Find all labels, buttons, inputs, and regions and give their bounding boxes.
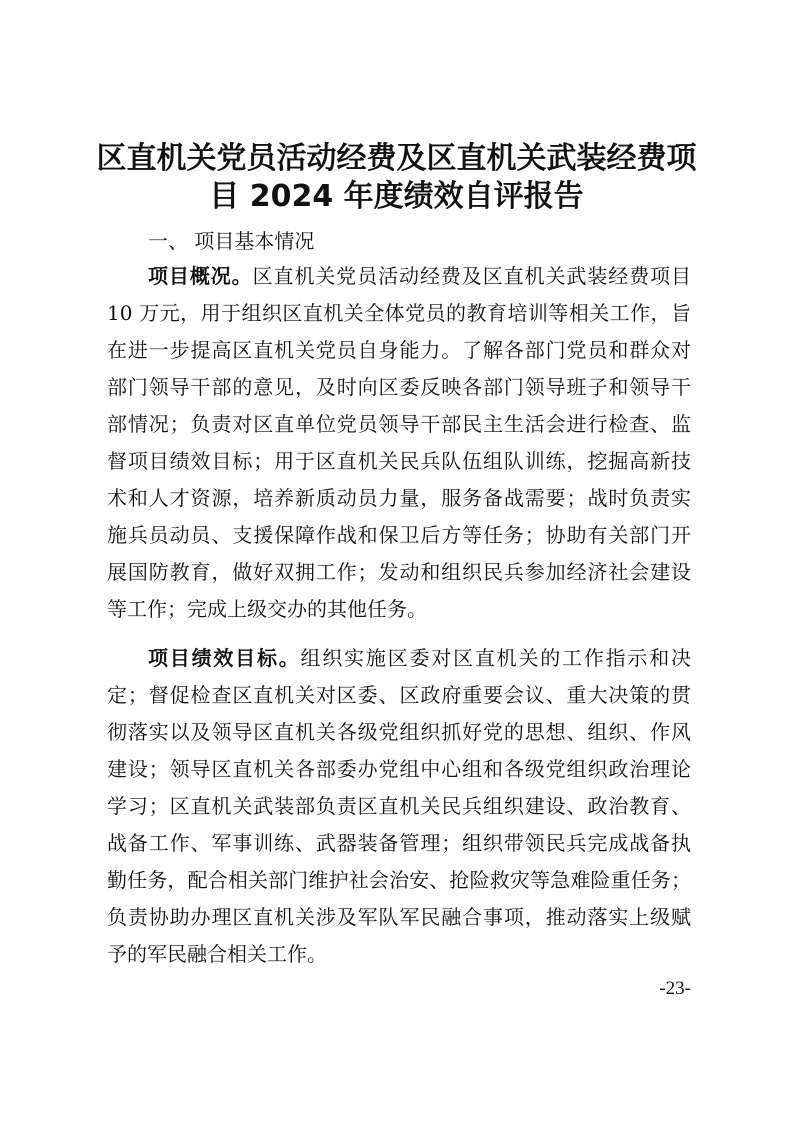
paragraph-line: 等工作；完成上级交办的其他任务。 <box>107 597 427 621</box>
paragraph-lead: 项目概况。 <box>148 264 253 288</box>
paragraph-line: 督项目绩效目标；用于区直机关民兵队伍组队训练，挖掘高新技 <box>107 449 691 473</box>
paragraph-lead: 项目绩效目标。 <box>148 646 301 670</box>
paragraph-line: 术和人才资源，培养新质动员力量，服务备战需要；战时负责实 <box>107 486 691 510</box>
paragraph-line: 在进一步提高区直机关党员自身能力。了解各部门党员和群众对 <box>107 338 691 362</box>
paragraph-line: 部门领导干部的意见，及时向区委反映各部门领导班子和领导干 <box>107 375 691 399</box>
paragraph-line: 彻落实以及领导区直机关各级党组织抓好党的思想、组织、作风 <box>107 720 691 744</box>
paragraph-line <box>107 640 691 677</box>
paragraph-line: 展国防教育，做好双拥工作；发动和组织民兵参加经济社会建设 <box>107 560 691 584</box>
page-number: -23- <box>659 978 691 999</box>
line-text: 区直机关党员活动经费及区直机关武装经费项目 <box>252 264 692 288</box>
paragraph-line: 10 万元，用于组织区直机关全体党员的教育培训等相关工作，旨 <box>107 301 691 325</box>
document-title <box>80 140 713 216</box>
paragraph-line: 战备工作、军事训练、武器装备管理；组织带领民兵完成战备执 <box>107 831 691 855</box>
paragraph-line: 学习；区直机关武装部负责区直机关民兵组织建设、政治教育、 <box>107 794 691 818</box>
paragraph-line: 勤任务，配合相关部门维护社会治安、抢险救灾等急难险重任务； <box>107 868 691 892</box>
paragraph-line: 予的军民融合相关工作。 <box>107 942 327 966</box>
paragraph-line: 建设；领导区直机关各部委办党组中心组和各级党组织政治理论 <box>107 757 691 781</box>
paragraph-project-overview <box>107 258 691 628</box>
paragraph-performance-goals <box>107 640 691 973</box>
line-text: 组织实施区委对区直机关的工作指示和决 <box>300 646 692 670</box>
paragraph-line: 定；督促检查区直机关对区委、区政府重要会议、重大决策的贯 <box>107 683 691 707</box>
title-line: 区直机关党员活动经费及区直机关武装经费项 <box>96 141 697 176</box>
paragraph-line <box>107 258 691 295</box>
paragraph-line: 负责协助办理区直机关涉及军队军民融合事项，推动落实上级赋 <box>107 905 691 929</box>
title-line: 目 2024 年度绩效自评报告 <box>209 179 584 214</box>
paragraph-line: 施兵员动员、支援保障作战和保卫后方等任务；协助有关部门开 <box>107 523 691 547</box>
paragraph-line: 部情况；负责对区直单位党员领导干部民主生活会进行检查、监 <box>107 412 691 436</box>
section-heading: 一、 项目基本情况 <box>148 229 315 253</box>
